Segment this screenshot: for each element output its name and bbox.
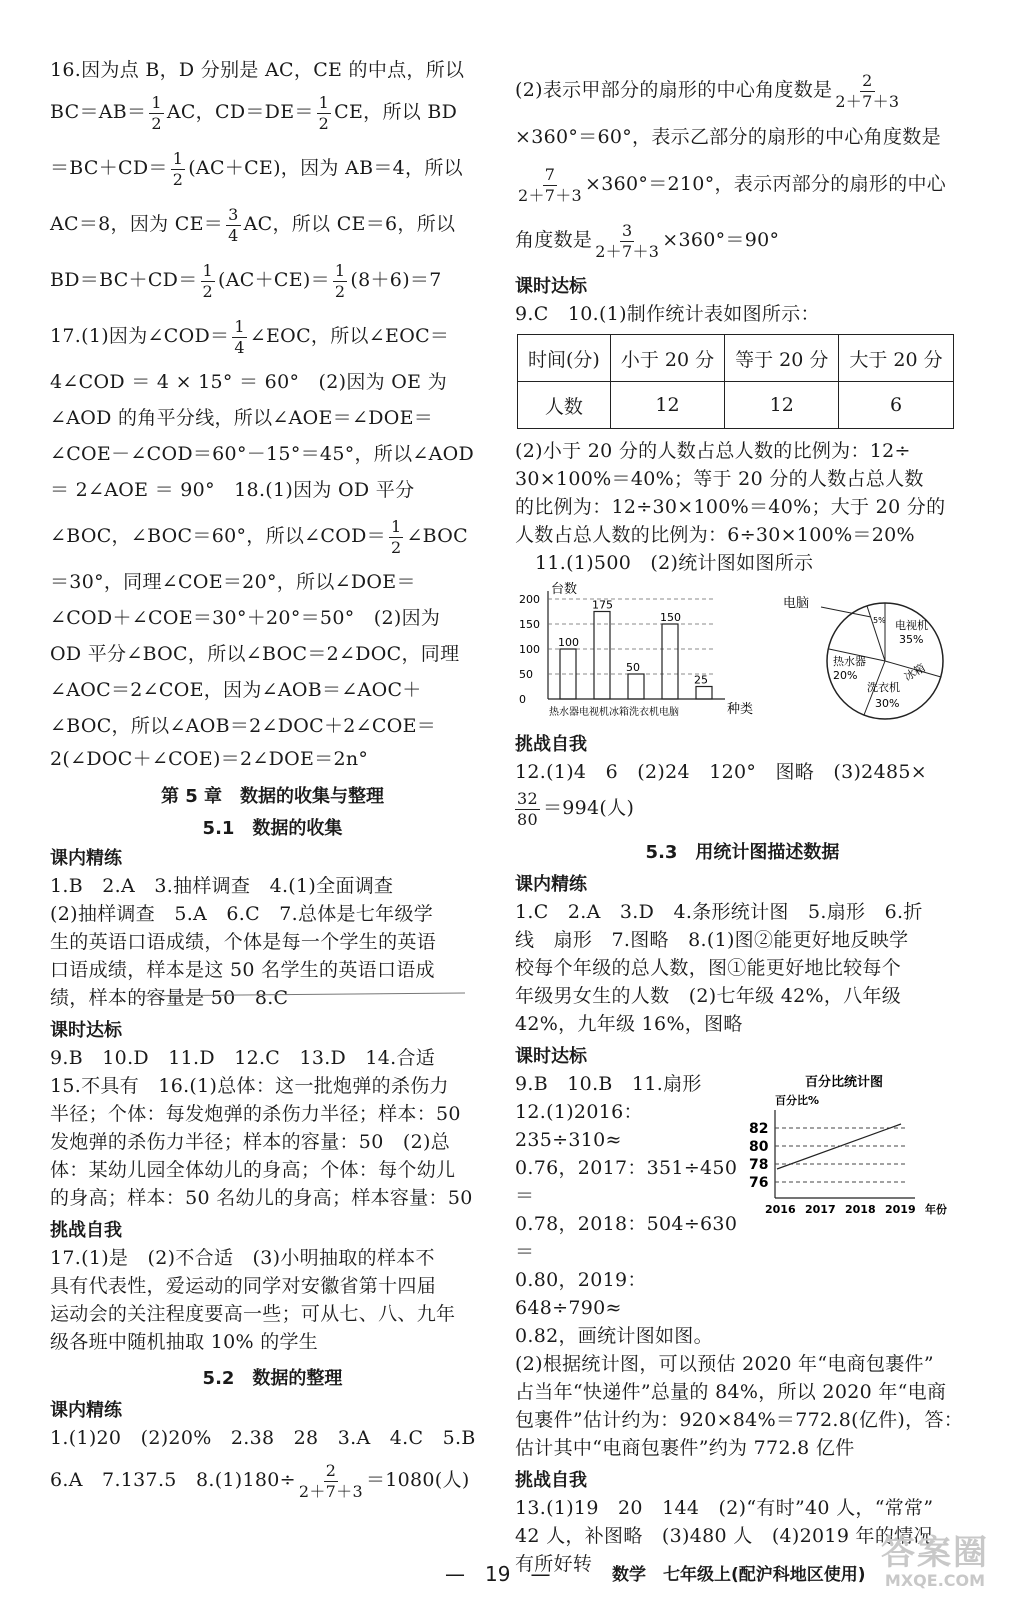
- s51-a3: 生的英语口语成绩，个体是每一个学生的英语: [50, 931, 437, 953]
- line-y-tick: 80: [749, 1139, 769, 1155]
- table-cell: 12: [725, 382, 839, 429]
- s51-a1: 1.B 2.A 3.抽样调查 4.(1)全面调查: [50, 875, 394, 897]
- pencil-stroke: [135, 992, 465, 998]
- bar-y-tick: 150: [519, 618, 540, 631]
- pie-leader-line: [821, 607, 871, 617]
- section-5-2-title: 5.2 数据的整理: [202, 1368, 343, 1389]
- watermark-logo: [860, 1535, 1010, 1595]
- r-b0: 9.B 10.B 11.扇形: [515, 1073, 702, 1095]
- pie-label-washer: 洗衣机: [867, 681, 900, 694]
- q17-line11: ∠BOC，所以∠AOB＝2∠DOC＋2∠COE＝: [50, 715, 437, 737]
- r-q10-b2: 30×100%＝40%；等于 20 分的人数占总人数: [515, 468, 924, 490]
- line-y-tick: 82: [749, 1121, 769, 1137]
- r-b2: 0.76，2017：351÷450＝: [515, 1157, 738, 1207]
- chapter-title: 第 5 章 数据的收集与整理: [160, 786, 385, 807]
- bar-value-label: 175: [592, 598, 613, 612]
- table-row: [518, 335, 954, 382]
- table-row: [518, 382, 954, 429]
- s51-c1: 17.(1)是 (2)不合适 (3)小明抽取的样本不: [50, 1247, 435, 1269]
- s51-heading-tiaozhan: 挑战自我: [50, 1220, 122, 1241]
- q17-line12: 2(∠DOC＋∠COE)＝2∠DOE＝2n°: [50, 748, 369, 770]
- q16-line4: AC＝8，因为 CE＝ $\frac{3}{4}$ AC，所以 CE＝6，所以: [50, 204, 456, 245]
- r-heading-keshi-1: 课时达标: [515, 276, 587, 297]
- bar-value-label: 150: [660, 611, 681, 624]
- pie-pct-heater: 20%: [833, 669, 858, 682]
- line-x-tick: 2017: [805, 1203, 836, 1216]
- stat-table: [517, 334, 954, 429]
- bar-ylabel: 台数: [551, 582, 578, 597]
- line-title: 百分比统计图: [805, 1075, 884, 1090]
- r-b8: 包裹件”估计约为：920×84%＝772.8(亿件)，答：: [515, 1409, 964, 1431]
- bar: [696, 687, 712, 700]
- r-heading-ketang: 课内精练: [515, 874, 587, 895]
- bar-value-label: 100: [558, 636, 579, 649]
- section-5-3-title: 5.3 用统计图描述数据: [645, 842, 840, 863]
- q17-line6: ∠BOC，∠BOC＝60°，所以∠COD＝ $\frac{1}{2}$ ∠BOC: [50, 516, 468, 557]
- table-cell: 大于 20 分: [839, 335, 953, 382]
- r-a3: 校每个年级的总人数，图①能更好地比较每个: [515, 957, 902, 979]
- s52-a1: 1.(1)20 (2)20% 2.38 28 3.A 4.C 5.B: [50, 1427, 476, 1449]
- r-c1: 13.(1)19 20 144 (2)“有时”40 人，“常常”: [515, 1497, 934, 1519]
- q17-line8: ∠COD＋∠COE＝30°＋20°＝50° (2)因为: [50, 607, 441, 629]
- q17-line9: OD 平分∠BOC，所以∠BOC＝2∠DOC，同理: [50, 643, 460, 665]
- line-chart: [745, 1070, 965, 1220]
- table-cell: 12: [610, 382, 724, 429]
- s52-heading-ketang: 课内精练: [50, 1400, 122, 1421]
- s51-a4: 口语成绩，样本是这 50 名学生的英语口语成: [50, 959, 435, 981]
- r-heading-keshi-2: 课时达标: [515, 1046, 587, 1067]
- pie-divider: [867, 606, 885, 661]
- r-q10-b1: (2)小于 20 分的人数占总人数的比例为：12÷: [515, 440, 911, 462]
- r-p4: 角度数是 $\frac{3}{2+7+3}$ ×360°＝90°: [515, 220, 780, 261]
- table-cell: 时间(分): [518, 335, 611, 382]
- r-b6: (2)根据统计图，可以预估 2020 年“电商包裹件”: [515, 1353, 934, 1375]
- r-a2: 线 扇形 7.图略 8.(1)图②能更好地反映学: [515, 929, 909, 951]
- s51-b2: 15.不具有 16.(1)总体：这一批炮弹的杀伤力: [50, 1075, 449, 1097]
- r-q9: 9.C 10.(1)制作统计表如图所示：: [515, 303, 820, 325]
- q17-line2: 4∠COD ＝ 4 × 15° ＝ 60° (2)因为 OE 为: [50, 371, 447, 393]
- r-b9: 估计其中“电商包裹件”约为 772.8 亿件: [515, 1437, 855, 1459]
- q16-line3: ＝BC＋CD＝ $\frac{1}{2}$ (AC＋CE)，因为 AB＝4，所以: [50, 148, 463, 189]
- line-x-tick: 2018: [845, 1203, 876, 1216]
- bar-xlabel: 种类: [727, 702, 754, 717]
- q16-line1: 16.因为点 B，D 分别是 AC，CE 的中点，所以: [50, 59, 465, 81]
- pie-pct-computer: 5%: [873, 616, 886, 625]
- r-q10-b4: 人数占总人数的比例为：6÷30×100%＝20%: [515, 524, 915, 546]
- page-number: — 19 —: [445, 1562, 551, 1586]
- pie-pct-washer: 30%: [875, 697, 900, 710]
- q11-figures: [515, 581, 970, 726]
- r-heading-tiaozhan-1: 挑战自我: [515, 734, 587, 755]
- s51-c2: 具有代表性，爱运动的同学对安徽省第十四届: [50, 1275, 437, 1297]
- line-x-tick: 2016: [765, 1203, 796, 1216]
- q16-line5: BD＝BC＋CD＝ $\frac{1}{2}$ (AC＋CE)＝ $\frac{1}{2}$ (8＋6)＝7: [50, 260, 442, 301]
- bar-value-label: 25: [694, 673, 708, 687]
- line-x-tick: 2019: [885, 1203, 916, 1216]
- pie-chart: [775, 581, 965, 726]
- r-b5: 0.82，画统计图如图。: [515, 1325, 713, 1347]
- table-cell: 人数: [518, 382, 611, 429]
- s51-b6: 的身高；样本：50 名幼儿的身高；样本容量：50: [50, 1187, 473, 1209]
- s51-a2: (2)抽样调查 5.A 6.C 7.总体是七年级学: [50, 903, 434, 925]
- line-y-tick: 78: [749, 1157, 769, 1173]
- pie-label-heater: 热水器: [833, 655, 866, 668]
- r-c2: 42 人，补图略 (3)480 人 (4)2019 年的情况: [515, 1525, 933, 1547]
- r-a1: 1.C 2.A 3.D 4.条形统计图 5.扇形 6.折: [515, 901, 923, 923]
- s51-b5: 体：某幼儿园全体幼儿的身高；个体：每个幼儿: [50, 1159, 456, 1181]
- line-y-tick: 76: [749, 1175, 769, 1191]
- r-b3: 0.78，2018：504÷630＝: [515, 1213, 738, 1263]
- q16-line2: BC＝AB＝ $\frac{1}{2}$ AC，CD＝DE＝ $\frac{1}{2}$ CE，所以 BD: [50, 92, 458, 133]
- bar-chart: [515, 581, 765, 726]
- table-cell: 小于 20 分: [610, 335, 724, 382]
- footer-text: 数学 七年级上(配沪科地区使用): [612, 1565, 866, 1585]
- q17-line1: 17.(1)因为∠COD＝ $\frac{1}{4}$ ∠EOC，所以∠EOC＝: [50, 316, 450, 357]
- q12-text: [515, 1070, 745, 1322]
- watermark-small: MXQE.COM: [884, 1571, 986, 1590]
- bar: [628, 674, 644, 699]
- pie-label-fridge: 冰箱: [902, 661, 928, 684]
- s51-b3: 半径；个体：每发炮弹的杀伤力半径；样本：50: [50, 1103, 461, 1125]
- left-column: [50, 56, 495, 1508]
- q12-block: [515, 1070, 970, 1322]
- right-column: [515, 62, 970, 1578]
- table-cell: 等于 20 分: [725, 335, 839, 382]
- bar-y-tick: 200: [519, 593, 540, 606]
- bar-y-tick: 50: [519, 668, 533, 681]
- r-q12-a: 12.(1)4 6 (2)24 120° 图略 (3)2485×: [515, 761, 927, 783]
- s51-b4: 发炮弹的杀伤力半径；样本的容量：50 (2)总: [50, 1131, 450, 1153]
- r-c3: 有所好转: [515, 1553, 593, 1575]
- q17-line3: ∠AOD 的角平分线，所以∠AOE＝∠DOE＝: [50, 407, 434, 429]
- s51-heading-keshi: 课时达标: [50, 1020, 122, 1041]
- s51-a5: 绩，样本的容量是 50 8.C: [50, 987, 289, 1009]
- r-heading-tiaozhan-2: 挑战自我: [515, 1470, 587, 1491]
- r-q11: 11.(1)500 (2)统计图如图所示: [535, 552, 814, 574]
- bar: [594, 612, 610, 700]
- pie-label-computer: 电脑: [783, 596, 810, 611]
- q17-line4: ∠COE－∠COD＝60°－15°＝45°，所以∠AOD: [50, 443, 475, 465]
- bar-y-tick: 100: [519, 643, 540, 656]
- r-b7: 占当年“快递件”总量的 84%，所以 2020 年“电商: [515, 1381, 947, 1403]
- r-b1: 12.(1)2016：235÷310≈: [515, 1101, 643, 1151]
- s52-a2: 6.A 7.137.5 8.(1)180÷ $\frac{2}{2+7+3}$ ＝1080(人): [50, 1460, 470, 1501]
- s51-c3: 运动会的关注程度要高一些；可从七、八、九年: [50, 1303, 456, 1325]
- bar-value-label: 50: [626, 661, 640, 674]
- r-a5: 42%，九年级 16%，图略: [515, 1013, 743, 1035]
- bar-categories: 热水器电视机冰箱洗衣机电脑: [549, 707, 679, 718]
- section-5-1-title: 5.1 数据的收集: [202, 818, 343, 839]
- pie-pct-tv: 35%: [899, 633, 924, 646]
- s51-heading-ketang: 课内精练: [50, 848, 122, 869]
- s51-c4: 级各班中随机抽取 10% 的学生: [50, 1331, 319, 1353]
- r-q10-b3: 的比例为：12÷30×100%＝40%；大于 20 分的: [515, 496, 946, 518]
- bar: [662, 624, 678, 699]
- q17-line7: ＝30°，同理∠COE＝20°，所以∠DOE＝: [50, 571, 416, 593]
- line-xlabel: 年份: [925, 1203, 947, 1216]
- s51-b1: 9.B 10.D 11.D 12.C 13.D 14.合适: [50, 1047, 436, 1069]
- r-q12-b: $\frac{32}{80}$ ＝994(人): [517, 788, 635, 829]
- r-p2: ×360°＝60°，表示乙部分的扇形的中心角度数是: [515, 126, 941, 148]
- line-ylabel: 百分比%: [775, 1094, 820, 1107]
- table-cell: 6: [839, 382, 953, 429]
- pie-label-tv: 电视机: [895, 619, 928, 632]
- bar-y-tick: 0: [519, 693, 526, 706]
- q17-line5: ＝ 2∠AOE ＝ 90° 18.(1)因为 OD 平分: [50, 479, 415, 501]
- watermark-big: 答案圈: [881, 1533, 989, 1573]
- r-p3: $\frac{7}{2+7+3}$ ×360°＝210°，表示丙部分的扇形的中心: [518, 164, 947, 205]
- r-b4: 0.80，2019：648÷790≈: [515, 1269, 647, 1319]
- r-p1: (2)表示甲部分的扇形的中心角度数是 $\frac{2}{2+7+3}$: [515, 70, 900, 111]
- r-a4: 年级男女生的人数 (2)七年级 42%，八年级: [515, 985, 902, 1007]
- q17-line10: ∠AOC＝2∠COE，因为∠AOB＝∠AOC＋: [50, 679, 422, 701]
